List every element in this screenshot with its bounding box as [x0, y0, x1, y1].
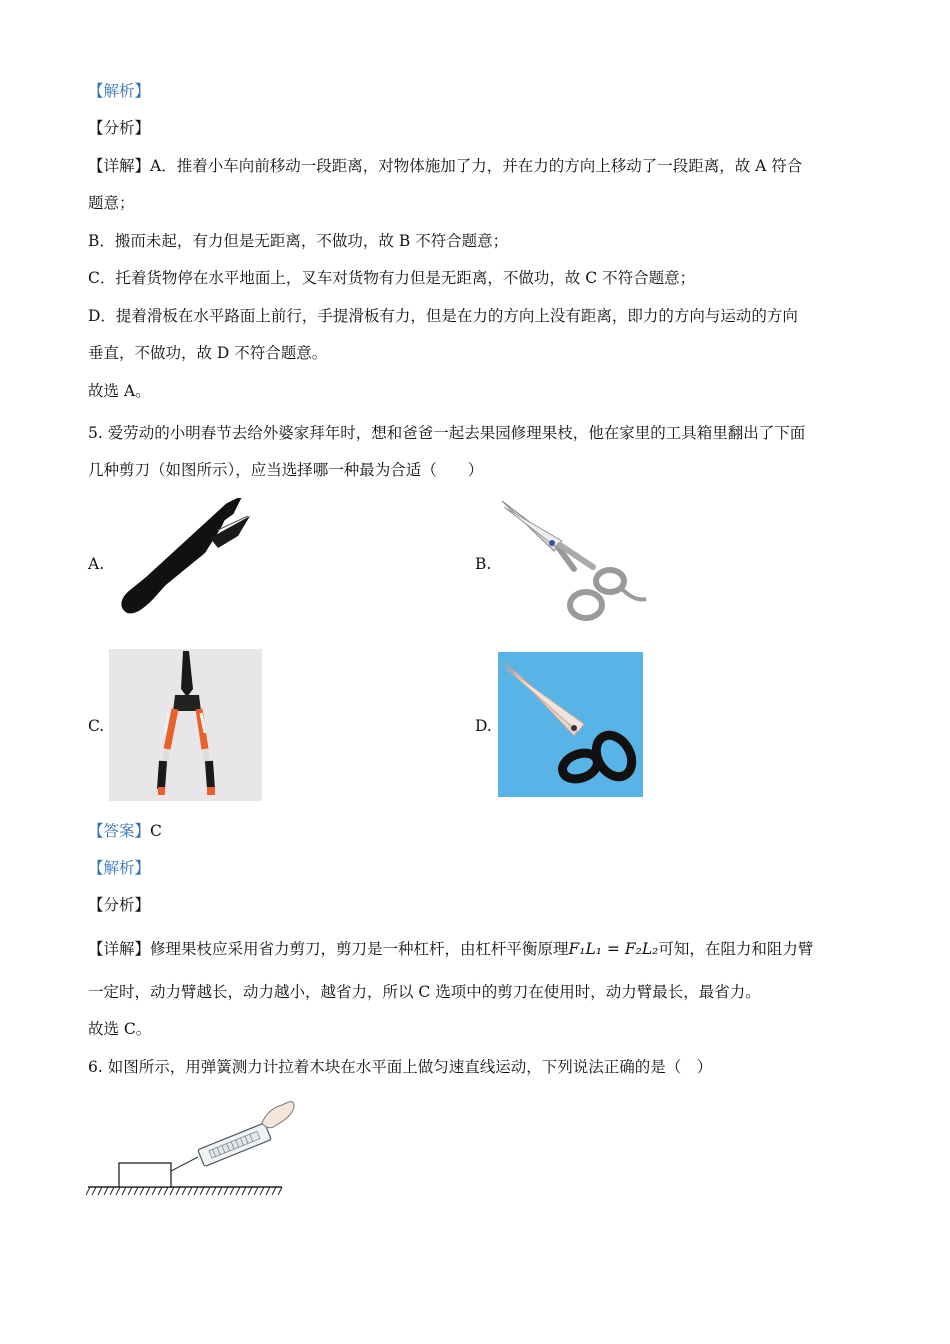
- q5-fenxi-tag: 【分析】: [88, 896, 151, 914]
- q4-jiexi-tag: 【解析】: [88, 82, 151, 100]
- q4-detail-line-2: 题意；: [88, 194, 135, 212]
- q4-line-1-text: A．推着小车向前移动一段距离，对物体施加了力，并在力的方向上移动了一段距离，故 A 符合: [150, 157, 803, 175]
- q5-detail-line-2: 一定时，动力臂越长，动力越小，越省力，所以 C 选项中的剪刀在使用时，动力臂最长，最省力。: [88, 983, 761, 1001]
- q4-xiangjie-tag: 【详解】: [88, 157, 151, 175]
- office-scissors-image: [498, 652, 643, 797]
- q4-detail-line-1: [88, 155, 802, 177]
- q4-detail-line-6: 垂直，不做功，故 D 不符合题意。: [88, 344, 328, 362]
- q4-fenxi-tag: 【分析】: [88, 119, 151, 137]
- pruning-shears-image: [109, 649, 262, 801]
- q5-stem-line-2: 几种剪刀（如图所示），应当选择哪一种最为合适（ ）: [88, 461, 484, 479]
- q4-detail-line-4: C．托着货物停在水平地面上，叉车对货物有力但是无距离，不做功，故 C 不符合题意；: [88, 269, 696, 287]
- q5-detail-1a: 修理果枝应采用省力剪刀，剪刀是一种杠杆，由杠杆平衡原理: [150, 940, 569, 958]
- q5-detail-1b: 可知，在阻力和阻力臂: [658, 940, 814, 958]
- lever-formula: F₁L₁ = F₂L₂: [568, 940, 659, 958]
- q5-answer-line: [88, 820, 162, 842]
- q4-conclusion: 故选 A。: [88, 382, 151, 400]
- q5-jiexi-tag: 【解析】: [88, 859, 151, 877]
- q4-detail-line-3: B．搬而未起，有力但是无距离，不做功，故 B 不符合题意；: [88, 232, 509, 250]
- q6-stem: 6. 如图所示，用弹簧测力计拉着木块在水平面上做匀速直线运动，下列说法正确的是（ ）: [88, 1058, 713, 1076]
- q5-xiangjie-tag: 【详解】: [88, 940, 151, 958]
- q4-detail-line-5: D．提着滑板在水平路面上前行，手提滑板有力，但是在力的方向上没有距离，即力的方向与运动的方向: [88, 307, 798, 325]
- q5-detail-line-1: [88, 938, 813, 960]
- spring-scale-diagram: [86, 1095, 296, 1205]
- thread-snips-image: [110, 498, 255, 623]
- q5-conclusion: 故选 C。: [88, 1020, 152, 1038]
- option-a-label: A.: [88, 555, 105, 573]
- q5-stem-line-1: 5. 爱劳动的小明春节去给外婆家拜年时，想和爸爸一起去果园修理果枝，他在家里的工具箱里翻出了下面: [88, 424, 806, 442]
- option-d-label: D.: [475, 717, 492, 735]
- option-c-label: C.: [88, 717, 105, 735]
- hair-scissors-image: [498, 497, 648, 625]
- q5-answer-tag: 【答案】: [88, 822, 151, 840]
- option-b-label: B.: [475, 555, 492, 573]
- q5-answer-value: C: [150, 822, 162, 840]
